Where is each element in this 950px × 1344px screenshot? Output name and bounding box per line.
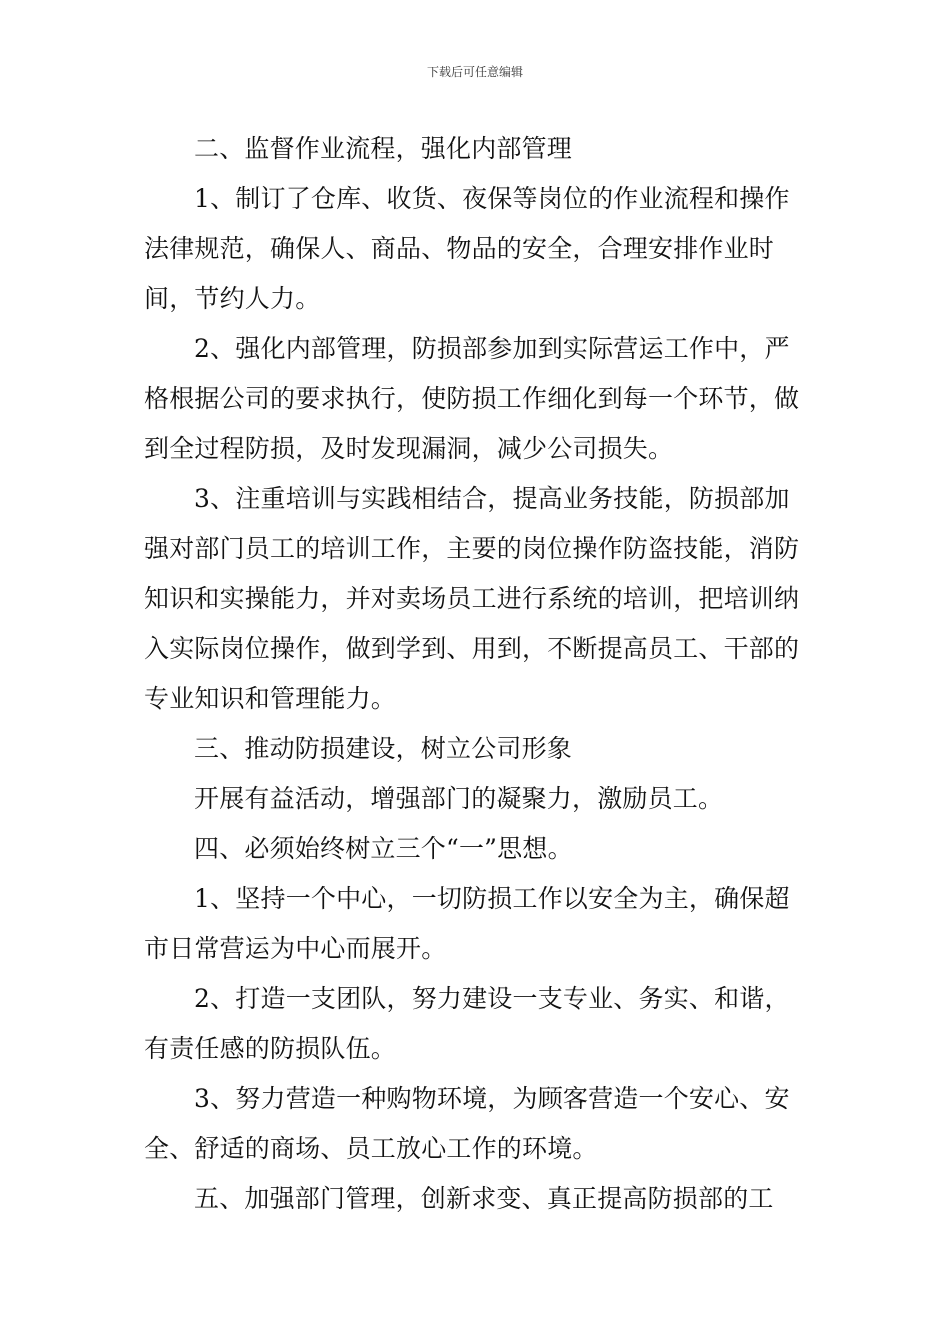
- page-header: 下载后可任意编辑: [426, 65, 523, 79]
- paragraph-center: 1、坚持一个中心，一切防损工作以安全为主，确保超市日常营运为中心而展开。: [144, 884, 790, 963]
- heading-section-three: 三、推动防损建设，树立公司形象: [194, 734, 573, 763]
- paragraph-environment: 3、努力营造一种购物环境，为顾客营造一个安心、安全、舒适的商场、员工放心工作的环境。: [144, 1084, 790, 1163]
- heading-section-two: 二、监督作业流程，强化内部管理: [194, 134, 573, 163]
- paragraph-team: 2、打造一支团队，努力建设一支专业、务实、和谐，有责任感的防损队伍。: [144, 984, 790, 1063]
- heading-section-four: 四、必须始终树立三个“一”思想。: [194, 834, 573, 863]
- paragraph-item-1: 1、制订了仓库、收货、夜保等岗位的作业流程和操作法律规范，确保人、商品、物品的安全，合理安排作业时间，节约人力。: [144, 184, 790, 313]
- paragraph-activities: 开展有益活动，增强部门的凝聚力，激励员工。: [194, 784, 724, 813]
- paragraph-item-2: 2、强化内部管理，防损部参加到实际营运工作中，严格根据公司的要求执行，使防损工作细化到每一个环节，做到全过程防损，及时发现漏洞，减少公司损失。: [144, 334, 800, 463]
- heading-section-five: 五、加强部门管理，创新求变、真正提高防损部的工: [194, 1184, 774, 1213]
- paragraph-item-3: 3、注重培训与实践相结合，提高业务技能，防损部加强对部门员工的培训工作，主要的岗位操作防盗技能，消防知识和实操能力，并对卖场员工进行系统的培训，把培训纳入实际岗位操作，做到学到、用到，不断提高员工、干部的专业知识和管理能力。: [144, 484, 800, 713]
- document-body: [144, 124, 808, 1224]
